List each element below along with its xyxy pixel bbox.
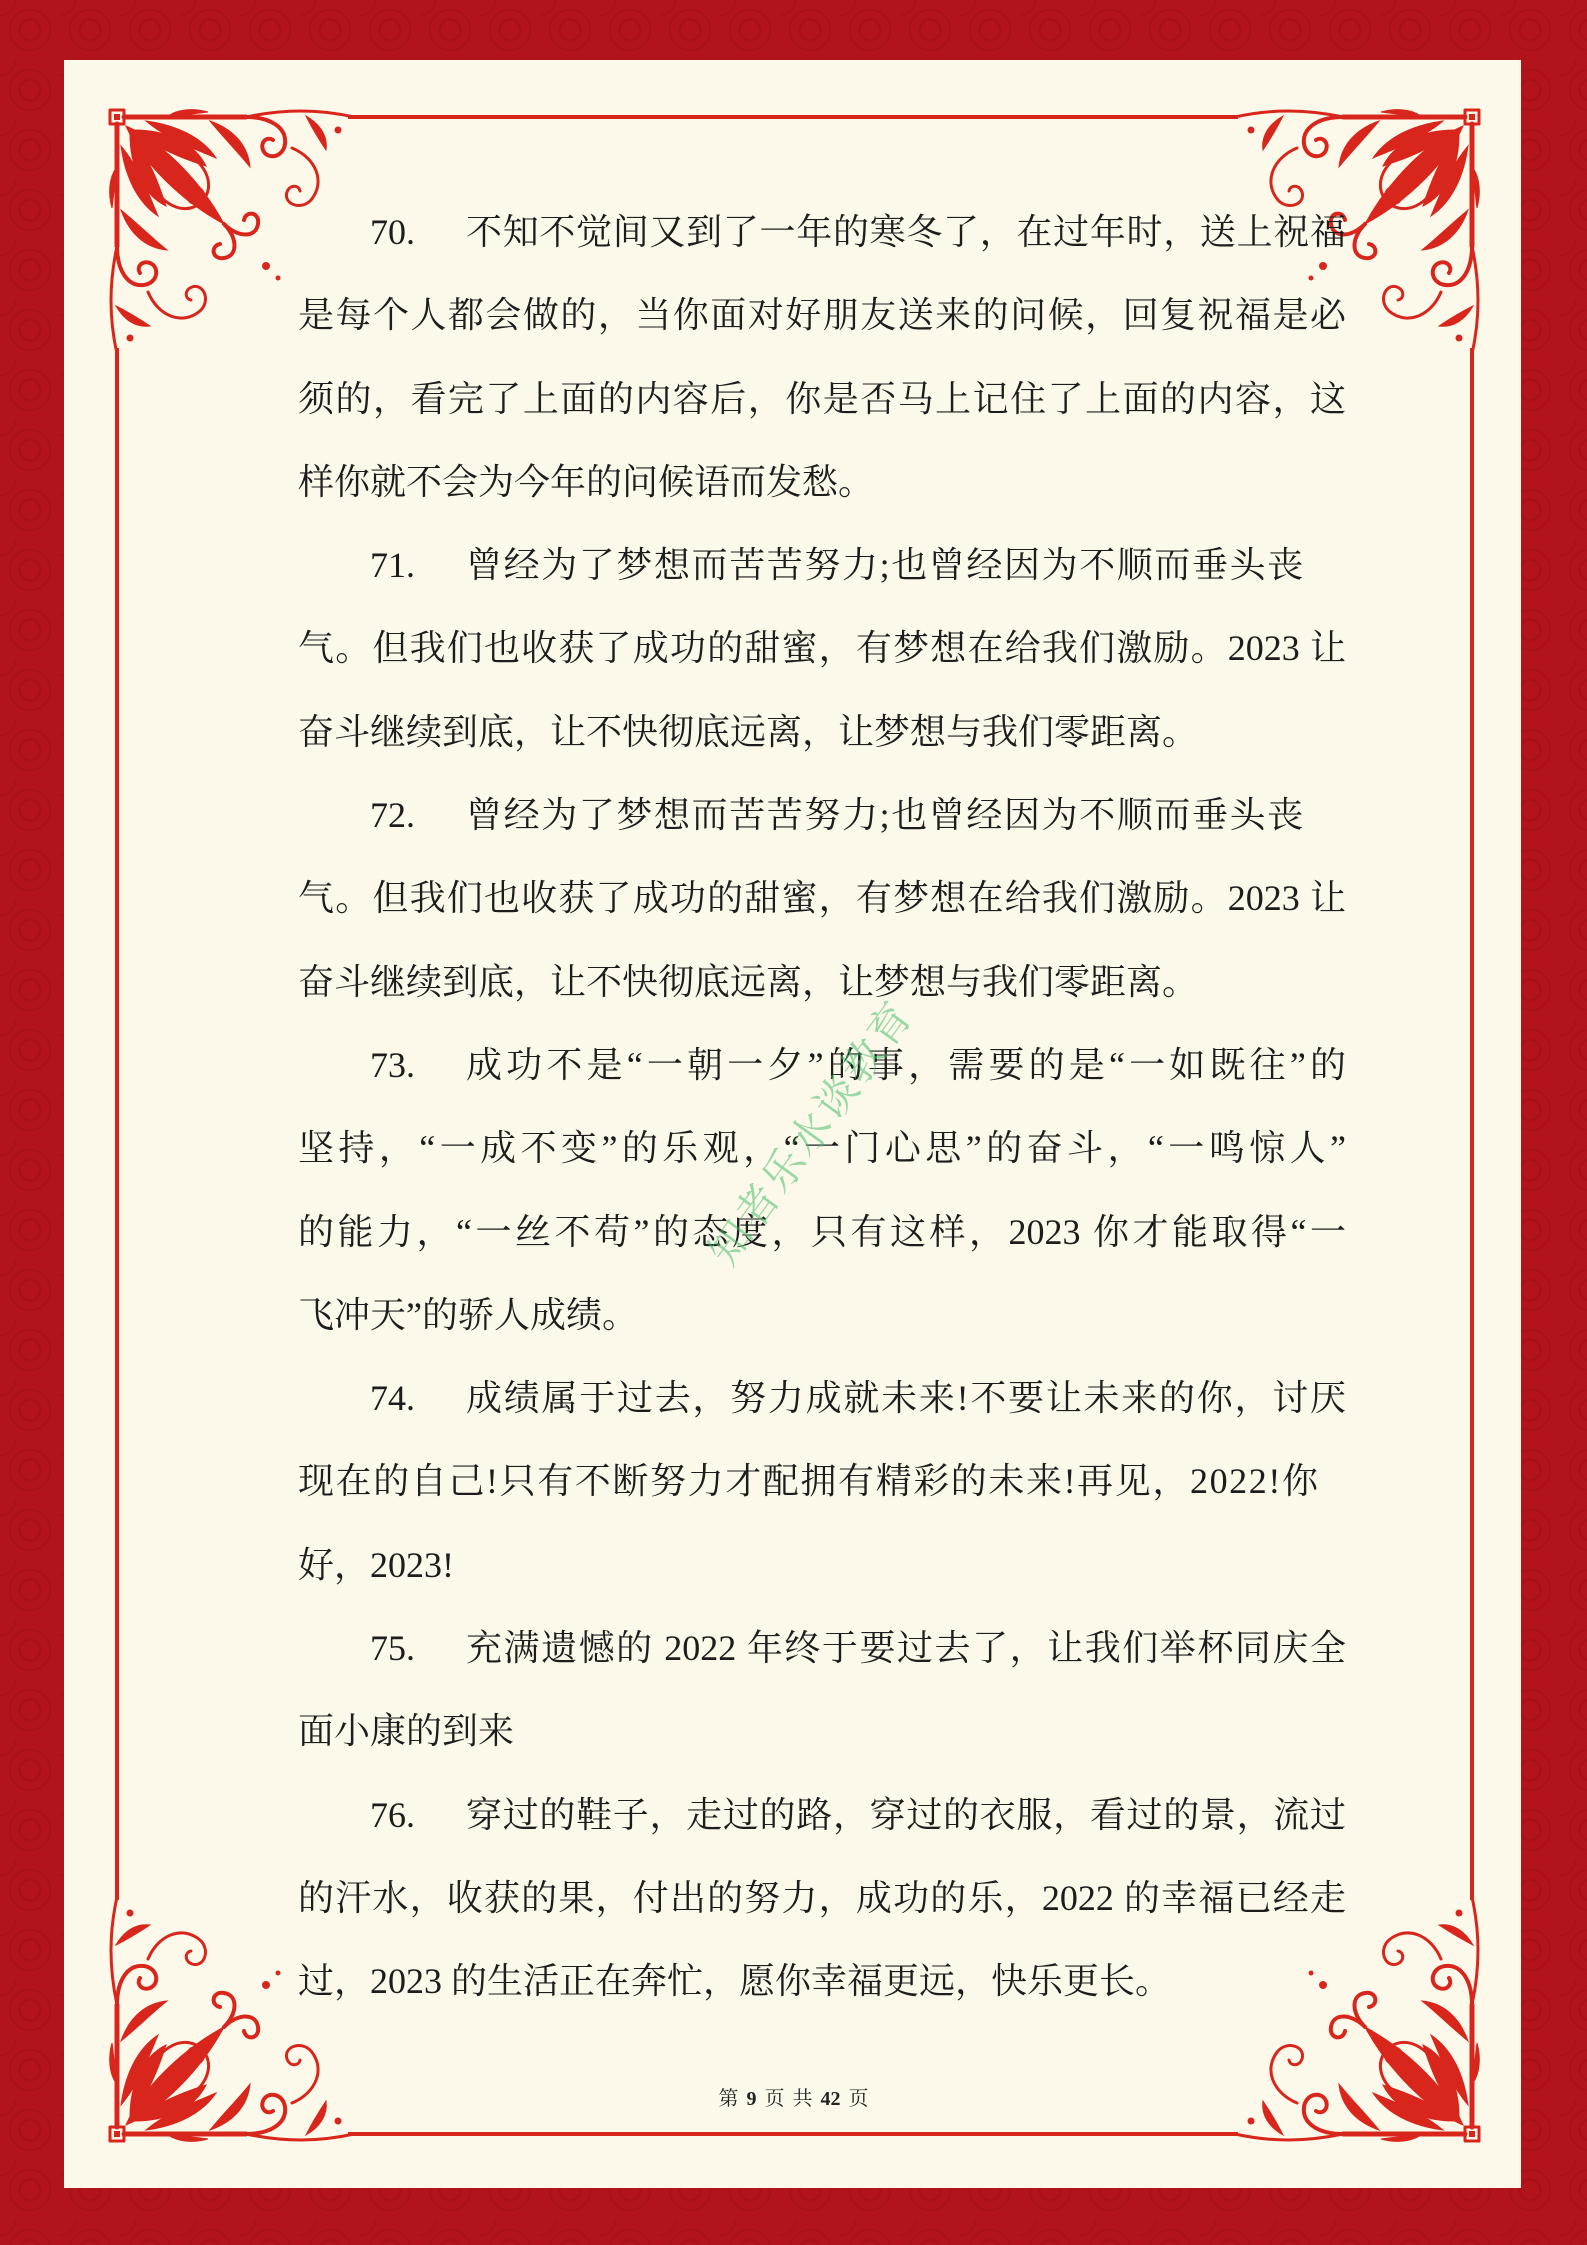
paragraph-line: 好，2023! [298, 1544, 454, 1585]
paragraph-first-line [298, 524, 1346, 607]
footer-page-prefix: 第 [718, 2088, 739, 2110]
paragraph-line: 须的，看完了上面的内容后，你是否马上记住了上面的内容，这 [298, 378, 1346, 419]
paragraph-74 [298, 1357, 1346, 1607]
frame-line-left [115, 348, 119, 1900]
footer-total-suffix: 页 [848, 2088, 869, 2110]
paragraph-first-line [298, 1357, 1346, 1440]
paragraph-first-line [298, 191, 1346, 274]
paragraph-line: 气。但我们也收获了成功的甜蜜，有梦想在给我们激励。2023 让 [298, 628, 1346, 669]
paragraph-first-line [298, 1024, 1346, 1107]
paragraph-72 [298, 774, 1346, 1024]
paragraph-71 [298, 524, 1346, 774]
footer-total-prefix: 共 [792, 2088, 813, 2110]
paragraph-first-line [298, 1774, 1346, 1857]
paragraph-line-text: 曾经为了梦想而苦苦努力;也曾经因为不顺而垂头丧 [466, 795, 1305, 836]
paragraph-number: 72. [370, 795, 415, 836]
paragraph-line-text: 穿过的鞋子，走过的路，穿过的衣服，看过的景，流过 [466, 1794, 1346, 1835]
paragraph-line: 样你就不会为今年的问候语而发愁。 [298, 461, 875, 502]
paragraph-number: 74. [370, 1378, 415, 1419]
paragraph-line: 面小康的到来 [298, 1711, 515, 1752]
paragraph-line: 过，2023 的生活正在奔忙，愿你幸福更远，快乐更长。 [298, 1961, 1172, 2002]
paragraph-first-line [298, 774, 1346, 857]
paragraph-70 [298, 191, 1346, 524]
paragraph-line-text: 充满遗憾的 2022 年终于要过去了，让我们举杯同庆全 [466, 1628, 1346, 1669]
paragraph-line: 坚持，“一成不变”的乐观，“一门心思”的奋斗，“一鸣惊人” [298, 1128, 1346, 1169]
document-body [298, 191, 1346, 2024]
paragraph-first-line [298, 1607, 1346, 1690]
paragraph-number: 76. [370, 1794, 415, 1835]
paragraph-number: 73. [370, 1044, 415, 1085]
paragraph-line-text: 成功不是“一朝一夕”的事，需要的是“一如既往”的 [466, 1044, 1346, 1085]
paragraph-line: 奋斗继续到底，让不快彻底远离，让梦想与我们零距离。 [298, 711, 1199, 752]
frame-line-right [1470, 348, 1474, 1900]
paragraph-line-text: 成绩属于过去，努力成就未来!不要让未来的你，讨厌 [466, 1378, 1346, 1419]
frame-line-bottom [348, 2132, 1238, 2136]
paragraph-73 [298, 1024, 1346, 1357]
paragraph-line: 飞冲天”的骄人成绩。 [298, 1294, 638, 1335]
paragraph-76 [298, 1774, 1346, 2024]
paragraph-number: 75. [370, 1628, 415, 1669]
paragraph-line-text: 曾经为了梦想而苦苦努力;也曾经因为不顺而垂头丧 [466, 545, 1305, 586]
paragraph-line: 奋斗继续到底，让不快彻底远离，让梦想与我们零距离。 [298, 961, 1199, 1002]
page-footer [0, 2086, 1587, 2112]
footer-total-pages: 42 [820, 2088, 841, 2110]
paragraph-number: 71. [370, 545, 415, 586]
paragraph-75 [298, 1607, 1346, 1774]
paragraph-line-text: 不知不觉间又到了一年的寒冬了，在过年时，送上祝福 [466, 212, 1346, 252]
frame-line-top [348, 115, 1238, 119]
paragraph-number: 70. [370, 212, 415, 252]
paragraph-line: 现在的自己!只有不断努力才配拥有精彩的未来!再见，2022!你 [298, 1461, 1320, 1502]
paragraph-line: 气。但我们也收获了成功的甜蜜，有梦想在给我们激励。2023 让 [298, 878, 1346, 919]
paragraph-line: 是每个人都会做的，当你面对好朋友送来的问候，回复祝福是必 [298, 295, 1346, 336]
footer-current-page: 9 [746, 2088, 757, 2110]
paragraph-line: 的能力，“一丝不苟”的态度，只有这样，2023 你才能取得“一 [298, 1211, 1346, 1252]
footer-page-suffix: 页 [764, 2088, 785, 2110]
paragraph-line: 的汗水，收获的果，付出的努力，成功的乐，2022 的幸福已经走 [298, 1877, 1346, 1918]
watermark-text: 知者乐水谈教育 [698, 990, 924, 1275]
